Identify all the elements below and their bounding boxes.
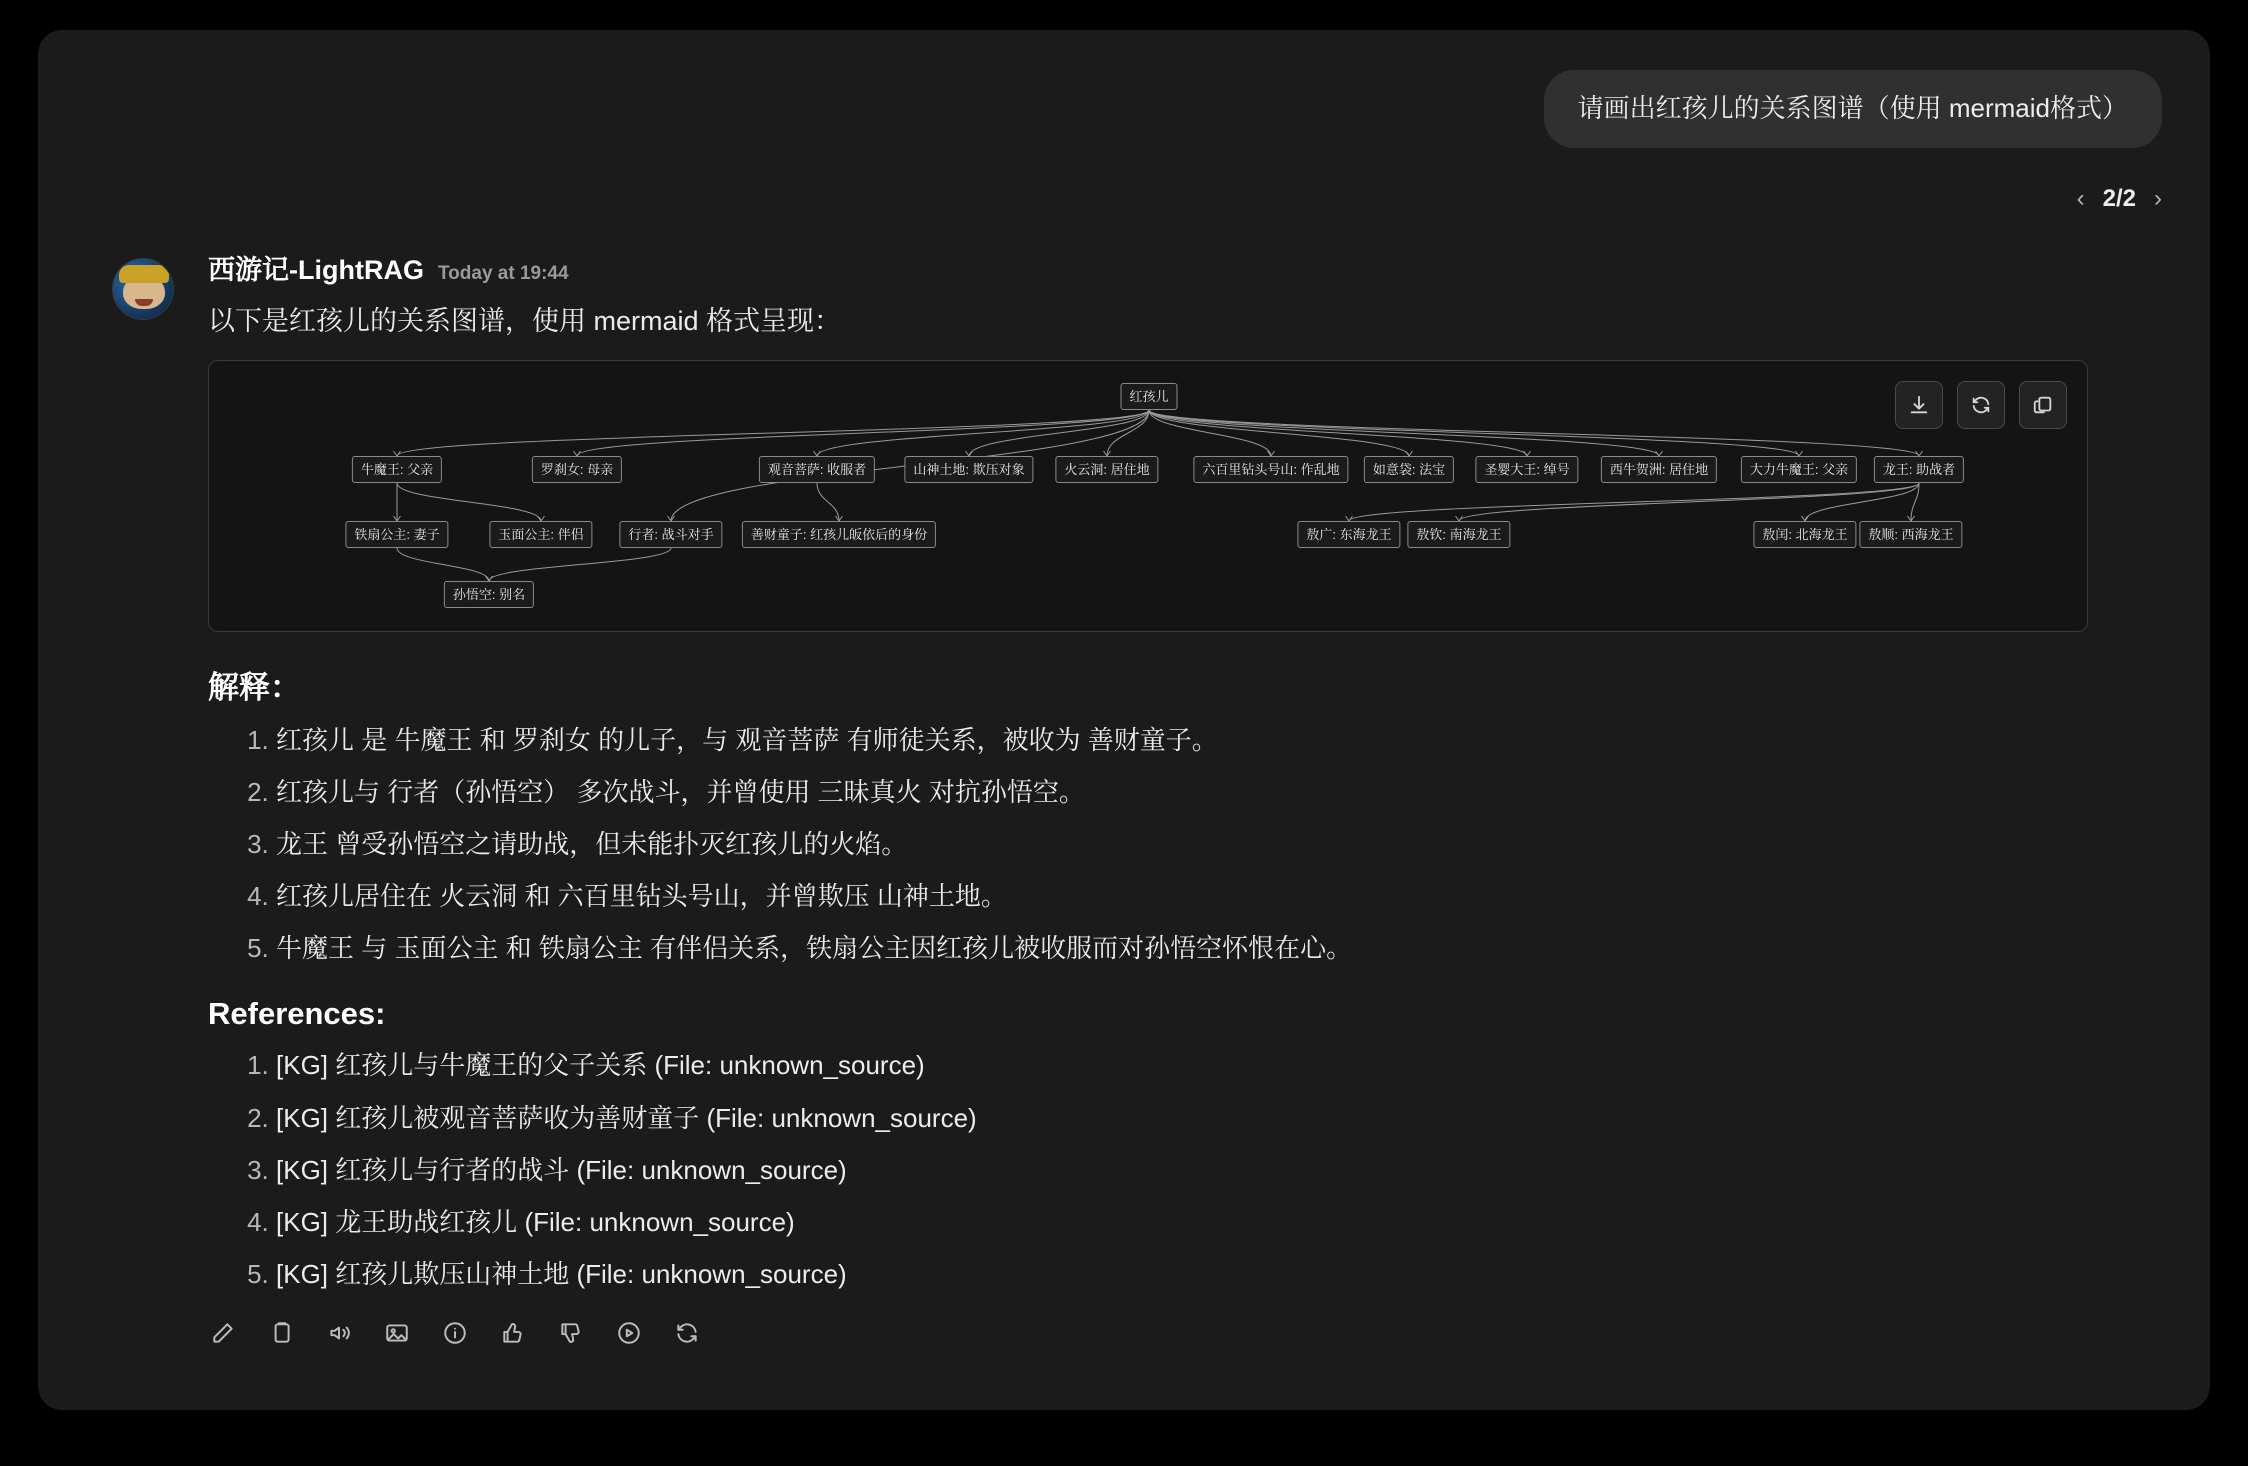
diagram-edge bbox=[397, 483, 541, 521]
diagram-node: 西牛贺洲: 居住地 bbox=[1601, 456, 1717, 483]
message-pager bbox=[2077, 185, 2162, 213]
info-icon[interactable] bbox=[440, 1318, 470, 1348]
diagram-toolbar bbox=[1895, 381, 2067, 429]
assistant-header bbox=[208, 248, 2162, 287]
list-item: 2. 红孩儿与 行者（孙悟空） 多次战斗，并曾使用 三昧真火 对抗孙悟空。 bbox=[276, 775, 2162, 810]
message-timestamp: Today at 19:44 bbox=[437, 263, 569, 284]
list-item: 4. [KG] 龙王助战红孩儿 (File: unknown_source) bbox=[276, 1205, 2162, 1240]
diagram-edge bbox=[489, 548, 671, 581]
diagram-node: 大力牛魔王: 父亲 bbox=[1741, 456, 1857, 483]
list-item: 3. 龙王 曾受孙悟空之请助战，但未能扑灭红孩儿的火焰。 bbox=[276, 827, 2162, 862]
diagram-node: 红孩儿 bbox=[1120, 383, 1177, 410]
diagram-edge bbox=[817, 483, 839, 521]
copy-icon[interactable] bbox=[266, 1318, 296, 1348]
diagram-edge bbox=[397, 548, 489, 581]
diagram-node: 如意袋: 法宝 bbox=[1364, 456, 1454, 483]
diagram-node: 善财童子: 红孩儿皈依后的身份 bbox=[742, 521, 936, 548]
diagram-node: 玉面公主: 伴侣 bbox=[489, 521, 592, 548]
list-item: 2. [KG] 红孩儿被观音菩萨收为善财童子 (File: unknown_source) bbox=[276, 1101, 2162, 1136]
edit-icon[interactable] bbox=[208, 1318, 238, 1348]
pager-next-icon[interactable]: › bbox=[2154, 185, 2162, 212]
diagram-node: 观音菩萨: 收服者 bbox=[759, 456, 875, 483]
diagram-edge bbox=[1149, 410, 1919, 456]
thumbs-up-icon[interactable] bbox=[498, 1318, 528, 1348]
image-icon[interactable] bbox=[382, 1318, 412, 1348]
assistant-intro-text: 以下是红孩儿的关系图谱，使用 mermaid 格式呈现： bbox=[208, 306, 842, 336]
diagram-edge bbox=[1459, 483, 1919, 521]
diagram-edge bbox=[1149, 410, 1659, 456]
pager-count: 2/2 bbox=[2102, 185, 2136, 212]
speaker-icon[interactable] bbox=[324, 1318, 354, 1348]
pager-prev-icon[interactable]: ‹ bbox=[2076, 185, 2085, 212]
download-icon[interactable] bbox=[1895, 381, 1943, 429]
list-item: 5. [KG] 红孩儿欺压山神土地 (File: unknown_source) bbox=[276, 1257, 2162, 1292]
diagram-edge bbox=[577, 410, 1149, 456]
diagram-node: 罗刹女: 母亲 bbox=[532, 456, 622, 483]
explanation-list bbox=[208, 723, 2162, 966]
message-actions bbox=[208, 1318, 2162, 1348]
references-list bbox=[208, 1048, 2162, 1291]
explanation-title: 解释： bbox=[208, 670, 301, 705]
diagram-node: 敖闰: 北海龙王 bbox=[1753, 521, 1856, 548]
user-message-bubble: 请画出红孩儿的关系图谱（使用 mermaid格式） bbox=[1544, 70, 2162, 148]
copy-icon[interactable] bbox=[2019, 381, 2067, 429]
assistant-message bbox=[112, 248, 2162, 1348]
mermaid-diagram-panel[interactable] bbox=[208, 360, 2088, 632]
play-icon[interactable] bbox=[614, 1318, 644, 1348]
regenerate-icon[interactable] bbox=[672, 1318, 702, 1348]
diagram-node: 龙王: 助战者 bbox=[1874, 456, 1964, 483]
diagram-node: 铁扇公主: 妻子 bbox=[345, 521, 448, 548]
user-message-row bbox=[1544, 70, 2162, 148]
thumbs-down-icon[interactable] bbox=[556, 1318, 586, 1348]
assistant-name: 西游记-LightRAG bbox=[208, 255, 424, 285]
diagram-node: 敖顺: 西海龙王 bbox=[1859, 521, 1962, 548]
diagram-node: 山神土地: 欺压对象 bbox=[904, 456, 1033, 483]
chat-window bbox=[38, 30, 2210, 1410]
refresh-icon[interactable] bbox=[1957, 381, 2005, 429]
diagram-edge bbox=[1149, 410, 1409, 456]
diagram-node: 敖广: 东海龙王 bbox=[1297, 521, 1400, 548]
references-title: References: bbox=[208, 996, 386, 1032]
diagram-node: 行者: 战斗对手 bbox=[619, 521, 722, 548]
diagram-edge bbox=[1349, 483, 1919, 521]
list-item: 4. 红孩儿居住在 火云洞 和 六百里钻头号山，并曾欺压 山神土地。 bbox=[276, 879, 2162, 914]
diagram-node: 六百里钻头号山: 作乱地 bbox=[1193, 456, 1348, 483]
avatar bbox=[112, 258, 174, 320]
diagram-node: 牛魔王: 父亲 bbox=[352, 456, 442, 483]
diagram-node: 火云洞: 居住地 bbox=[1055, 456, 1158, 483]
diagram-edge bbox=[1149, 410, 1799, 456]
list-item: 5. 牛魔王 与 玉面公主 和 铁扇公主 有伴侣关系，铁扇公主因红孩儿被收服而对孙悟空怀恨在心。 bbox=[276, 931, 2162, 966]
list-item: 3. [KG] 红孩儿与行者的战斗 (File: unknown_source) bbox=[276, 1153, 2162, 1188]
diagram-node: 圣婴大王: 绰号 bbox=[1475, 456, 1578, 483]
diagram-node: 敖钦: 南海龙王 bbox=[1407, 521, 1510, 548]
chat-scroll-area[interactable] bbox=[38, 30, 2210, 1410]
diagram-node: 孙悟空: 别名 bbox=[444, 581, 534, 608]
list-item: 1. 红孩儿 是 牛魔王 和 罗刹女 的儿子，与 观音菩萨 有师徒关系，被收为 善财童子。 bbox=[276, 723, 2162, 758]
list-item: 1. [KG] 红孩儿与牛魔王的父子关系 (File: unknown_source) bbox=[276, 1048, 2162, 1083]
